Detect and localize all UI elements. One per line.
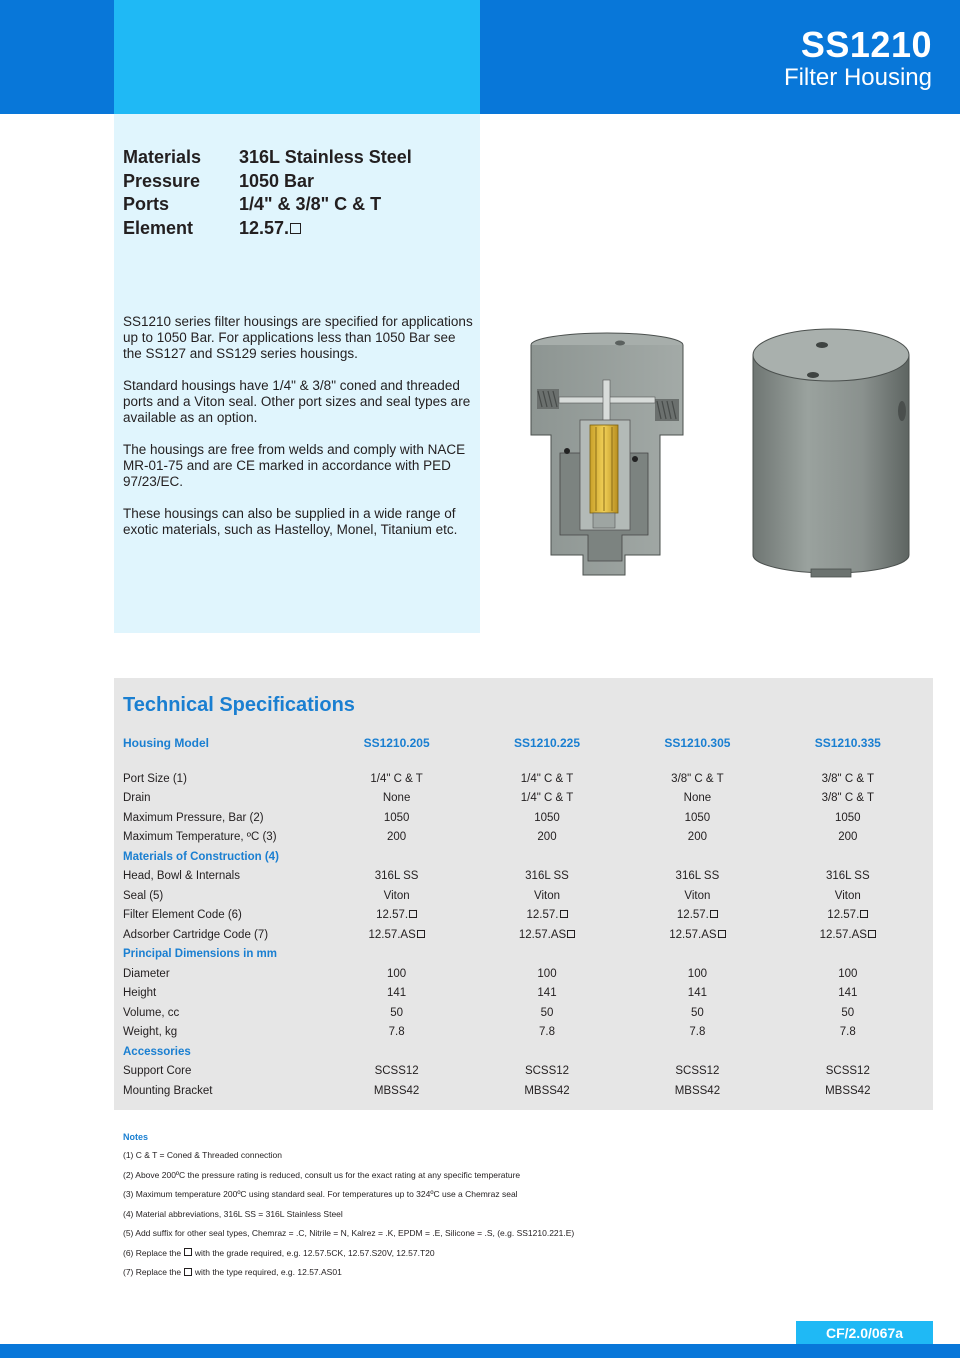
specs-row — [123, 886, 923, 906]
summary-panel — [114, 114, 480, 633]
specs-cell-value: Viton — [834, 889, 861, 902]
specs-cell-value: 12.57.AS — [669, 928, 717, 941]
specs-cell-value: 7.8 — [689, 1026, 706, 1039]
specs-cell — [321, 1085, 471, 1097]
description-paragraph: These housings can also be supplied in a wide range of exotic materials, such as Hastelloy, Monel, Titanium etc. — [123, 506, 458, 537]
note-text: (6) Replace the — [123, 1247, 184, 1258]
specs-row — [123, 1062, 923, 1082]
specs-cell-value: 12.57.AS — [819, 928, 867, 941]
specs-cell-value: 316L SS — [374, 870, 419, 883]
specs-cell — [622, 812, 772, 824]
specs-cell-value: MBSS42 — [674, 1084, 721, 1097]
housing-image — [753, 329, 909, 577]
specs-cell-value: 100 — [838, 967, 858, 980]
specs-cell-value: 12.57. — [526, 909, 559, 922]
specs-row-label: Mounting Bracket — [123, 1084, 213, 1097]
note-item: (3) Maximum temperature 200ºC using standard seal. For temperatures up to 324ºC use a Chemraz seal — [123, 1189, 518, 1199]
key-spec-row — [123, 170, 412, 194]
specs-cell — [773, 792, 923, 804]
specs-row — [123, 1023, 923, 1043]
specs-cell-value: SCSS12 — [675, 1065, 720, 1078]
specs-row — [123, 906, 923, 926]
note-text: with the type required, e.g. 12.57.AS01 — [192, 1267, 342, 1277]
specs-cell — [622, 1026, 772, 1038]
specs-row-label: Accessories — [123, 1045, 191, 1058]
specs-table-body — [123, 769, 923, 1101]
key-spec-value: 316L Stainless Steel — [239, 147, 412, 168]
specs-row — [123, 1003, 923, 1023]
specs-cell-value: Viton — [534, 889, 561, 902]
specs-cell-value: 7.8 — [388, 1026, 405, 1039]
specs-cell-value: Viton — [684, 889, 711, 902]
page-title: SS1210 — [800, 24, 932, 65]
specs-cell — [321, 1007, 471, 1019]
placeholder-box-icon — [860, 910, 868, 918]
specs-row-label: Materials of Construction (4) — [123, 850, 279, 863]
header-accent-block — [114, 0, 480, 114]
technical-specifications — [114, 678, 933, 1110]
placeholder-box-icon — [710, 910, 718, 918]
specs-cell-value: SCSS12 — [524, 1065, 570, 1078]
specs-cell — [622, 929, 772, 941]
product-images — [520, 325, 915, 585]
specs-cell — [773, 1026, 923, 1038]
specs-section-heading — [123, 1042, 923, 1062]
specs-row — [123, 867, 923, 887]
key-spec-value: 1/4" & 3/8" C & T — [239, 194, 382, 215]
specs-cell-value: Viton — [383, 889, 410, 902]
specs-cell-value: 50 — [841, 1006, 855, 1019]
specs-cell — [773, 1085, 923, 1097]
specs-cell-value: 12.57. — [376, 909, 409, 922]
specs-cell — [622, 1007, 772, 1019]
specs-cell — [472, 1065, 622, 1077]
specs-cell — [622, 1065, 772, 1077]
specs-cell-value: 316L SS — [825, 870, 870, 883]
cutaway-housing-image — [531, 333, 683, 575]
specs-cell-value: MBSS42 — [524, 1084, 570, 1097]
specs-cell — [472, 812, 622, 824]
note-item — [123, 1248, 574, 1268]
specs-cell — [472, 968, 622, 980]
specs-cell-value: 7.8 — [539, 1026, 555, 1039]
placeholder-box-icon — [567, 930, 575, 938]
specs-cell-value: 12.57.AS — [518, 928, 567, 941]
specs-cell-value: 1/4" C & T — [370, 772, 423, 785]
note-item: (4) Material abbreviations, 316L SS = 316L Stainless Steel — [123, 1208, 343, 1219]
description — [123, 314, 475, 554]
specs-title: Technical Specifications — [123, 694, 355, 716]
specs-cell-value: 1050 — [684, 811, 711, 824]
specs-row-label: Filter Element Code (6) — [123, 909, 242, 922]
specs-cell-value: MBSS42 — [825, 1084, 871, 1097]
specs-cell — [321, 831, 471, 843]
specs-row-label: Maximum Temperature, ºC (3) — [123, 831, 277, 844]
specs-header-row — [123, 736, 923, 752]
header-cell: SS1210.205 — [363, 736, 430, 750]
notes — [123, 1132, 574, 1287]
specs-cell — [622, 987, 772, 999]
key-spec-row — [123, 193, 412, 217]
specs-row — [123, 789, 923, 809]
specs-cell — [321, 1065, 471, 1077]
specs-cell-value: 316L SS — [525, 870, 569, 883]
specs-cell — [622, 968, 772, 980]
note-text: (7) Replace the — [123, 1267, 184, 1277]
description-paragraph: Standard housings have 1/4" & 3/8" coned and threaded ports and a Viton seal. Other port sizes and seal types are available as an option. — [123, 378, 471, 425]
specs-row-label: Height — [123, 987, 157, 1000]
specs-cell-value: 100 — [537, 967, 557, 980]
specs-cell-value: SCSS12 — [374, 1065, 419, 1078]
specs-cell — [321, 929, 471, 941]
specs-row — [123, 1081, 923, 1101]
placeholder-box-icon — [417, 930, 425, 938]
specs-cell-value: 200 — [387, 831, 407, 844]
grade-placeholder-box-icon — [290, 223, 301, 234]
specs-cell-value: 3/8" C & T — [821, 792, 875, 805]
grade-placeholder-box-icon — [184, 1248, 192, 1256]
specs-row-label: Drain — [123, 792, 151, 805]
specs-cell — [622, 792, 772, 804]
note-item — [123, 1267, 574, 1287]
specs-cell-value: 200 — [687, 831, 707, 844]
specs-row-label: Support Core — [123, 1065, 192, 1078]
specs-cell — [472, 831, 622, 843]
specs-cell — [773, 909, 923, 921]
specs-cell-value: 1050 — [383, 811, 410, 824]
specs-cell — [773, 987, 923, 999]
specs-cell-value: 200 — [838, 831, 858, 844]
specs-cell-value: None — [382, 792, 411, 805]
document-code: CF/2.0/067a — [796, 1321, 933, 1345]
specs-cell-value: 141 — [537, 987, 557, 1000]
specs-cell — [773, 812, 923, 824]
specs-row — [123, 828, 923, 848]
specs-cell-value: None — [683, 792, 712, 805]
specs-cell — [321, 792, 471, 804]
specs-cell-value: 1050 — [534, 811, 560, 824]
key-spec-row — [123, 217, 412, 241]
description-paragraph: SS1210 series filter housings are specified for applications up to 1050 Bar. For applications less than 1050 Bar see the SS127 and SS129 series housings. — [123, 314, 473, 361]
specs-cell — [472, 987, 622, 999]
specs-cell — [472, 870, 622, 882]
specs-cell-value: 141 — [687, 987, 707, 1000]
specs-cell — [773, 831, 923, 843]
specs-row-label: Seal (5) — [123, 889, 164, 902]
specs-cell — [321, 870, 471, 882]
specs-cell — [622, 773, 772, 785]
specs-cell — [773, 890, 923, 902]
specs-cell — [773, 1007, 923, 1019]
specs-section-heading — [123, 945, 923, 965]
specs-row-label: Maximum Pressure, Bar (2) — [123, 811, 264, 824]
header-cell: Housing Model — [123, 736, 209, 750]
specs-cell — [321, 890, 471, 902]
specs-cell-value: 12.57.AS — [368, 928, 416, 941]
specs-cell-value: 7.8 — [839, 1026, 856, 1039]
specs-cell — [472, 909, 622, 921]
key-spec-label: Element — [123, 217, 194, 238]
specs-cell — [321, 812, 471, 824]
specs-cell-value: 3/8" C & T — [671, 772, 724, 785]
specs-cell-value: 3/8" C & T — [821, 772, 875, 785]
specs-row-label: Volume, cc — [123, 1006, 180, 1019]
specs-cell-value: 1/4" C & T — [520, 792, 574, 805]
product-illustration — [520, 325, 915, 585]
element-code: 12.57. — [239, 217, 290, 238]
specs-cell-value: 50 — [390, 1006, 404, 1019]
note-item: (5) Add suffix for other seal types, Chemraz = .C, Nitrile = N, Kalrez = .K, EPDM = .E, Silicone = .S, (e.g. SS1210.221.E) — [123, 1228, 575, 1238]
specs-cell — [622, 1085, 772, 1097]
key-spec-label: Pressure — [123, 170, 201, 191]
specs-row-label: Port Size (1) — [123, 772, 187, 785]
placeholder-box-icon — [868, 930, 876, 938]
specs-cell-value: 100 — [387, 967, 407, 980]
specs-cell — [321, 909, 471, 921]
key-specs — [123, 146, 412, 240]
specs-cell — [321, 1026, 471, 1038]
specs-cell — [472, 1026, 622, 1038]
specs-cell — [472, 1007, 622, 1019]
specs-cell-value: 1/4" C & T — [520, 772, 574, 785]
page-subtitle: Filter Housing — [783, 64, 932, 91]
specs-cell-value: 141 — [387, 987, 407, 1000]
specs-cell — [622, 831, 772, 843]
footer-bar — [0, 1344, 960, 1358]
note-item: (1) C & T = Coned & Threaded connection — [123, 1150, 283, 1160]
specs-cell-value: 1050 — [834, 811, 861, 824]
specs-cell-value: 12.57. — [676, 909, 709, 922]
notes-title: Notes — [123, 1132, 149, 1142]
key-spec-row — [123, 146, 412, 170]
note-text: with the grade required, e.g. 12.57.5CK, 12.57.S20V, 12.57.T20 — [192, 1247, 435, 1258]
specs-cell — [472, 890, 622, 902]
key-spec-value: 1050 Bar — [239, 170, 315, 191]
specs-row — [123, 769, 923, 789]
specs-cell-value: SCSS12 — [825, 1065, 870, 1078]
specs-cell-value: 316L SS — [675, 870, 720, 883]
specs-cell-value: 12.57. — [827, 909, 860, 922]
specs-row — [123, 808, 923, 828]
key-spec-label: Materials — [123, 147, 202, 168]
placeholder-box-icon — [409, 910, 417, 918]
specs-row-label: Head, Bowl & Internals — [123, 870, 240, 883]
specs-row-label: Weight, kg — [123, 1026, 178, 1039]
specs-cell-value: MBSS42 — [373, 1084, 420, 1097]
specs-cell — [773, 870, 923, 882]
specs-cell-value: 50 — [691, 1006, 704, 1019]
description-paragraph: The housings are free from welds and comply with NACE MR-01-75 and are CE marked in accordance with PED 97/23/EC. — [123, 442, 466, 489]
note-item: (2) Above 200ºC the pressure rating is reduced, consult us for the exact rating at any specific temperature — [123, 1169, 521, 1180]
header-cell: SS1210.225 — [513, 736, 581, 750]
specs-cell-value: 50 — [540, 1006, 554, 1019]
specs-row — [123, 925, 923, 945]
specs-row-label: Principal Dimensions in mm — [123, 948, 278, 961]
key-spec-value — [239, 218, 301, 239]
specs-cell — [472, 1085, 622, 1097]
specs-section-heading — [123, 847, 923, 867]
specs-cell — [321, 968, 471, 980]
specs-cell-value: 200 — [537, 831, 557, 844]
specs-cell — [773, 929, 923, 941]
type-placeholder-box-icon — [184, 1268, 192, 1276]
specs-cell — [622, 890, 772, 902]
specs-row-label: Adsorber Cartridge Code (7) — [123, 928, 269, 941]
key-spec-label: Ports — [123, 194, 170, 215]
specs-cell — [622, 870, 772, 882]
placeholder-box-icon — [718, 930, 726, 938]
placeholder-box-icon — [560, 910, 568, 918]
specs-cell — [321, 987, 471, 999]
specs-cell-value: 141 — [838, 987, 858, 1000]
specs-cell — [773, 1065, 923, 1077]
header-cell: SS1210.305 — [664, 736, 731, 750]
specs-cell — [773, 773, 923, 785]
specs-row-label: Diameter — [123, 967, 170, 980]
specs-cell — [622, 909, 772, 921]
header-cell: SS1210.335 — [814, 736, 881, 750]
specs-cell — [472, 929, 622, 941]
specs-cell — [472, 773, 622, 785]
specs-cell-value: 100 — [687, 967, 707, 980]
specs-row — [123, 964, 923, 984]
specs-cell — [773, 968, 923, 980]
specs-row — [123, 984, 923, 1004]
specs-cell — [472, 792, 622, 804]
specs-cell — [321, 773, 471, 785]
